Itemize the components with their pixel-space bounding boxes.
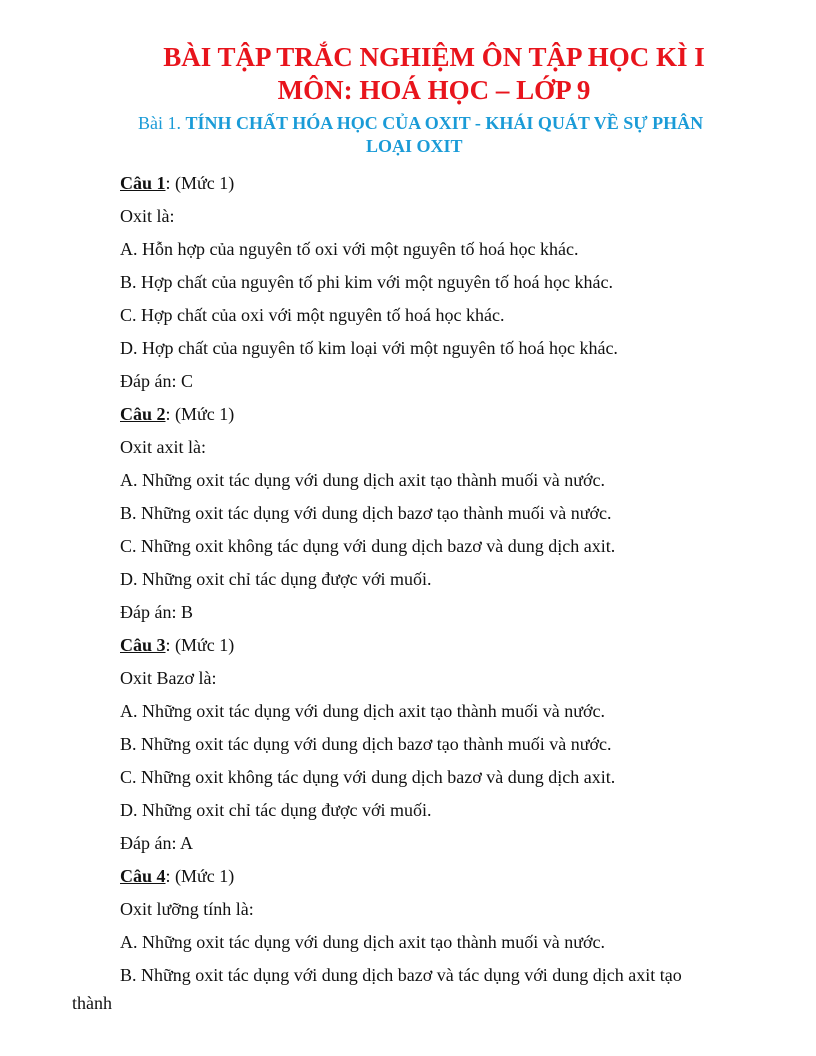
option-d: D. Những oxit chỉ tác dụng được với muối. [120, 569, 432, 589]
question-label: Câu 1 [120, 173, 166, 193]
question-header [0, 629, 816, 662]
option-a: A. Những oxit tác dụng với dung dịch axit tạo thành muối và nước. [120, 932, 605, 952]
option-b: B. Những oxit tác dụng với dung dịch bazơ và tác dụng với dung dịch axit tạo [120, 965, 682, 985]
subject-subtitle: MÔN: HOÁ HỌC – LỚP 9 [277, 75, 591, 105]
lesson-heading [138, 112, 738, 135]
option-b: B. Những oxit tác dụng với dung dịch bazơ tạo thành muối và nước. [120, 734, 612, 754]
option-d: D. Hợp chất của nguyên tố kim loại với một nguyên tố hoá học khác. [120, 338, 618, 358]
question-4 [0, 860, 816, 1014]
option-c: C. Những oxit không tác dụng với dung dịch bazơ và dung dịch axit. [120, 767, 616, 787]
lesson-title-line2: LOẠI OXIT [366, 136, 463, 156]
question-level: : (Mức 1) [165, 635, 235, 655]
question-header [0, 860, 816, 893]
question-level: : (Mức 1) [165, 866, 235, 886]
option-a: A. Những oxit tác dụng với dung dịch axit tạo thành muối và nước. [120, 470, 605, 490]
question-label: Câu 2 [120, 404, 166, 424]
question-header [0, 398, 816, 431]
question-prompt: Oxit lưỡng tính là: [120, 899, 254, 919]
question-label: Câu 3 [120, 635, 166, 655]
question-1 [0, 167, 816, 398]
answer-key: Đáp án: A [120, 833, 193, 853]
option-a: A. Những oxit tác dụng với dung dịch axit tạo thành muối và nước. [120, 701, 605, 721]
question-label: Câu 4 [120, 866, 166, 886]
question-prompt: Oxit axit là: [120, 437, 206, 457]
option-c: C. Hợp chất của oxi với một nguyên tố hoá học khác. [120, 305, 505, 325]
question-prompt: Oxit là: [120, 206, 175, 226]
answer-key: Đáp án: B [120, 602, 193, 622]
lesson-title: TÍNH CHẤT HÓA HỌC CỦA OXIT - KHÁI QUÁT VỀ SỰ PHÂN [185, 113, 704, 133]
question-3 [0, 629, 816, 860]
question-list [0, 167, 816, 1014]
question-header [0, 167, 816, 200]
option-a: A. Hỗn hợp của nguyên tố oxi với một nguyên tố hoá học khác. [120, 239, 579, 259]
option-b: B. Hợp chất của nguyên tố phi kim với một nguyên tố hoá học khác. [120, 272, 613, 292]
option-c: C. Những oxit không tác dụng với dung dịch bazơ và dung dịch axit. [120, 536, 616, 556]
question-prompt: Oxit Bazơ là: [120, 668, 217, 688]
question-level: : (Mức 1) [165, 173, 235, 193]
option-d: D. Những oxit chỉ tác dụng được với muối. [120, 800, 432, 820]
document-title: BÀI TẬP TRẮC NGHIỆM ÔN TẬP HỌC KÌ I [163, 42, 705, 72]
question-level: : (Mức 1) [165, 404, 235, 424]
lesson-number: Bài 1. [138, 113, 186, 133]
question-2 [0, 398, 816, 629]
option-b-continuation: thành [72, 993, 112, 1013]
answer-key: Đáp án: C [120, 371, 193, 391]
option-b: B. Những oxit tác dụng với dung dịch bazơ tạo thành muối và nước. [120, 503, 612, 523]
